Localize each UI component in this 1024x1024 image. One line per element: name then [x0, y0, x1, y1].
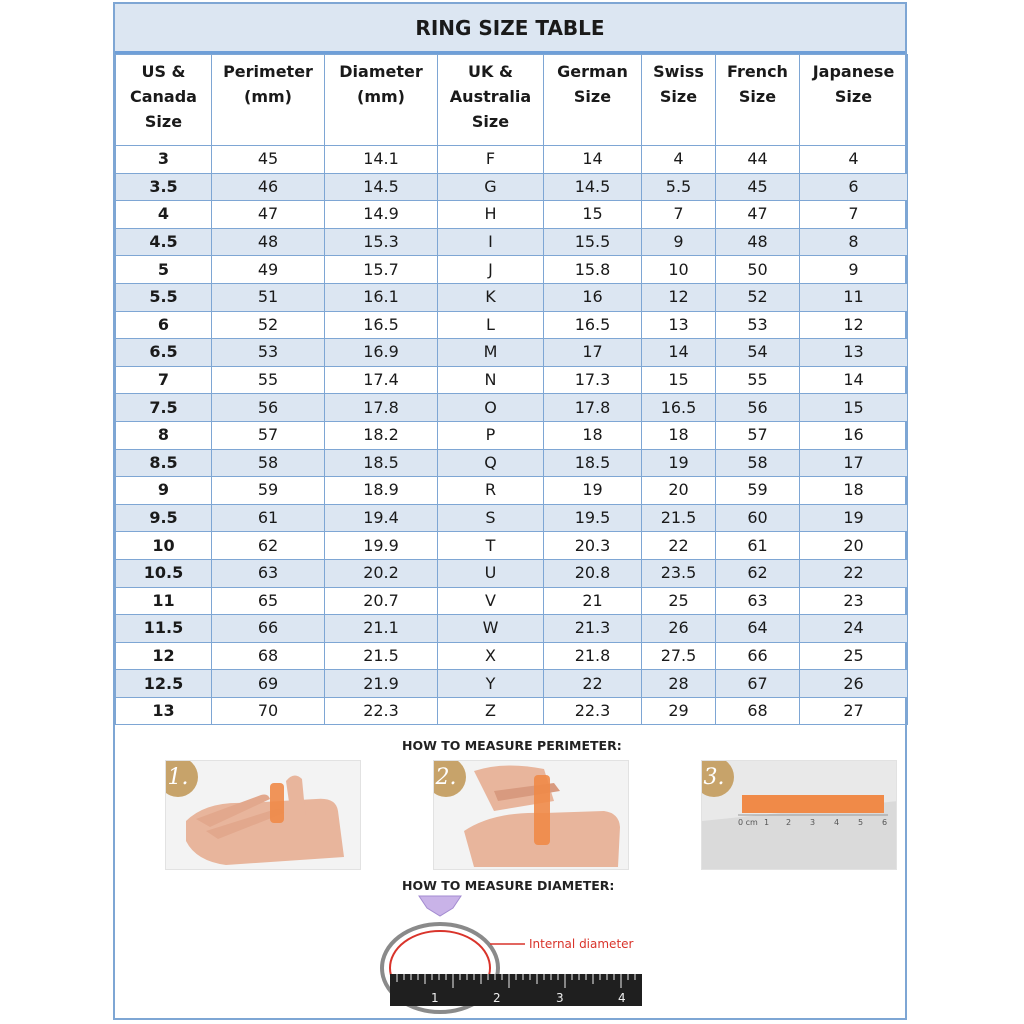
table-cell: L [438, 311, 544, 339]
column-header-line: Swiss [653, 62, 704, 81]
table-cell: 66 [212, 615, 325, 643]
table-row [116, 339, 908, 367]
step-2-photo [433, 760, 629, 870]
table-cell: 58 [716, 449, 800, 477]
table-cell: H [438, 201, 544, 229]
table-cell: 6.5 [116, 339, 212, 367]
table-row [116, 311, 908, 339]
column-header-line: (mm) [357, 87, 405, 106]
ruler-number-3: 3 [556, 991, 564, 1005]
table-cell: 13 [642, 311, 716, 339]
table-cell: 57 [212, 421, 325, 449]
tape-label-3: 3 [810, 818, 816, 827]
table-cell: 51 [212, 283, 325, 311]
table-cell: 17 [800, 449, 908, 477]
table-cell: 15 [800, 394, 908, 422]
table-cell: 59 [716, 477, 800, 505]
table-cell: 15 [642, 366, 716, 394]
column-header-line: (mm) [244, 87, 292, 106]
table-cell: 69 [212, 670, 325, 698]
table-row [116, 477, 908, 505]
ring-size-table [115, 54, 908, 725]
column-header-line: US & [141, 62, 186, 81]
table-cell: 44 [716, 146, 800, 174]
table-cell: 11.5 [116, 615, 212, 643]
column-header-line: Size [834, 87, 873, 106]
table-cell: 19.9 [325, 532, 438, 560]
table-cell: 13 [800, 339, 908, 367]
column-header-line: Size [144, 112, 183, 131]
step-2-badge: 2. [433, 760, 466, 797]
table-cell: K [438, 283, 544, 311]
table-cell: 23 [800, 587, 908, 615]
table-cell: 60 [716, 504, 800, 532]
table-cell: 5.5 [116, 283, 212, 311]
ruler-number-4: 4 [618, 991, 626, 1005]
table-cell: 22.3 [544, 697, 642, 725]
table-cell: X [438, 642, 544, 670]
table-cell: 15 [544, 201, 642, 229]
table-cell: 13 [116, 697, 212, 725]
table-cell: 20 [800, 532, 908, 560]
table-cell: 10 [642, 256, 716, 284]
column-header-line: Perimeter [223, 62, 313, 81]
table-row [116, 394, 908, 422]
table-row [116, 615, 908, 643]
table-cell: 19 [642, 449, 716, 477]
table-cell: 15.3 [325, 228, 438, 256]
table-cell: 12 [116, 642, 212, 670]
tape-label-4: 4 [834, 818, 840, 827]
table-cell: 9 [800, 256, 908, 284]
table-cell: 62 [716, 559, 800, 587]
table-cell: 53 [716, 311, 800, 339]
table-row [116, 697, 908, 725]
table-cell: 21.9 [325, 670, 438, 698]
table-cell: P [438, 421, 544, 449]
table-cell: 66 [716, 642, 800, 670]
table-cell: 55 [716, 366, 800, 394]
tape-label-2: 2 [786, 818, 792, 827]
table-cell: 9.5 [116, 504, 212, 532]
table-cell: 68 [212, 642, 325, 670]
table-row [116, 532, 908, 560]
column-header [544, 55, 642, 146]
table-cell: 22 [544, 670, 642, 698]
table-cell: 16 [800, 421, 908, 449]
column-header [716, 55, 800, 146]
table-cell: 7 [800, 201, 908, 229]
table-cell: 70 [212, 697, 325, 725]
table-row [116, 587, 908, 615]
table-cell: 3 [116, 146, 212, 174]
table-cell: 5.5 [642, 173, 716, 201]
table-cell: 49 [212, 256, 325, 284]
table-cell: 24 [800, 615, 908, 643]
table-cell: 25 [642, 587, 716, 615]
table-cell: 16.5 [544, 311, 642, 339]
table-row [116, 283, 908, 311]
table-row [116, 670, 908, 698]
column-header-line: UK & [468, 62, 513, 81]
table-cell: 15.8 [544, 256, 642, 284]
table-cell: 48 [716, 228, 800, 256]
table-row [116, 642, 908, 670]
table-cell: 61 [212, 504, 325, 532]
table-cell: 14 [800, 366, 908, 394]
column-header [438, 55, 544, 146]
table-cell: U [438, 559, 544, 587]
table-cell: M [438, 339, 544, 367]
table-cell: R [438, 477, 544, 505]
table-row [116, 449, 908, 477]
table-row [116, 173, 908, 201]
column-header [800, 55, 908, 146]
title-bar [115, 4, 905, 54]
table-cell: 63 [716, 587, 800, 615]
column-header [212, 55, 325, 146]
table-cell: 68 [716, 697, 800, 725]
table-cell: 11 [800, 283, 908, 311]
table-cell: 20 [642, 477, 716, 505]
table-cell: Z [438, 697, 544, 725]
table-cell: G [438, 173, 544, 201]
tape-label-0: 0 cm [738, 818, 758, 827]
column-header-line: Japanese [812, 62, 895, 81]
table-cell: 54 [716, 339, 800, 367]
table-cell: 56 [716, 394, 800, 422]
table-cell: I [438, 228, 544, 256]
table-cell: 20.8 [544, 559, 642, 587]
table-cell: 17.8 [544, 394, 642, 422]
table-cell: 67 [716, 670, 800, 698]
table-cell: 23.5 [642, 559, 716, 587]
table-cell: 14.9 [325, 201, 438, 229]
gemstone-icon [419, 896, 461, 916]
table-cell: 52 [212, 311, 325, 339]
table-cell: 57 [716, 421, 800, 449]
table-cell: 9 [642, 228, 716, 256]
table-cell: 27.5 [642, 642, 716, 670]
table-cell: 9 [116, 477, 212, 505]
table-cell: 47 [212, 201, 325, 229]
perimeter-heading: HOW TO MEASURE PERIMETER: [402, 738, 622, 753]
page-title: RING SIZE TABLE [415, 15, 605, 40]
table-cell: 18 [800, 477, 908, 505]
column-header-line: Diameter [339, 62, 423, 81]
ring-size-sheet [113, 2, 907, 1020]
column-header-line: Canada [130, 87, 197, 106]
table-cell: 59 [212, 477, 325, 505]
table-cell: 61 [716, 532, 800, 560]
table-cell: 8 [116, 421, 212, 449]
ruler-number-1: 1 [431, 991, 439, 1005]
column-header-line: Size [471, 112, 510, 131]
table-cell: 8.5 [116, 449, 212, 477]
table-cell: 63 [212, 559, 325, 587]
table-cell: 12 [800, 311, 908, 339]
table-cell: 14.5 [544, 173, 642, 201]
table-cell: 17.8 [325, 394, 438, 422]
diameter-heading: HOW TO MEASURE DIAMETER: [402, 878, 615, 893]
table-cell: 26 [800, 670, 908, 698]
table-cell: 22.3 [325, 697, 438, 725]
table-cell: 5 [116, 256, 212, 284]
step-3-photo [701, 760, 897, 870]
table-cell: J [438, 256, 544, 284]
table-cell: 50 [716, 256, 800, 284]
table-cell: 19 [800, 504, 908, 532]
column-header [325, 55, 438, 146]
table-cell: 20.7 [325, 587, 438, 615]
table-row [116, 146, 908, 174]
table-cell: N [438, 366, 544, 394]
table-cell: 56 [212, 394, 325, 422]
table-row [116, 421, 908, 449]
table-cell: 4 [116, 201, 212, 229]
step-3-badge: 3. [701, 760, 734, 797]
table-cell: 29 [642, 697, 716, 725]
table-cell: 20.2 [325, 559, 438, 587]
table-body [116, 146, 908, 725]
table-cell: 19.4 [325, 504, 438, 532]
table-cell: 45 [212, 146, 325, 174]
table-cell: T [438, 532, 544, 560]
table-cell: 7 [116, 366, 212, 394]
table-header-row [116, 55, 908, 146]
table-cell: 8 [800, 228, 908, 256]
column-header-line: French [727, 62, 788, 81]
table-row [116, 256, 908, 284]
table-cell: 10.5 [116, 559, 212, 587]
table-cell: 14.5 [325, 173, 438, 201]
column-header-line: Size [573, 87, 612, 106]
table-cell: 4 [642, 146, 716, 174]
table-cell: 14.1 [325, 146, 438, 174]
table-cell: 53 [212, 339, 325, 367]
table-cell: 7 [642, 201, 716, 229]
table-cell: 4 [800, 146, 908, 174]
table-row [116, 366, 908, 394]
measuring-guide [115, 722, 905, 1018]
tape-label-5: 5 [858, 818, 864, 827]
table-cell: 45 [716, 173, 800, 201]
column-header [642, 55, 716, 146]
table-cell: 21.5 [325, 642, 438, 670]
table-cell: 27 [800, 697, 908, 725]
table-cell: 17.3 [544, 366, 642, 394]
internal-diameter-label: Internal diameter [529, 937, 634, 951]
table-cell: 21 [544, 587, 642, 615]
tape-label-1: 1 [764, 818, 770, 827]
table-cell: 7.5 [116, 394, 212, 422]
column-header-line: German [557, 62, 628, 81]
column-header [116, 55, 212, 146]
table-cell: 12 [642, 283, 716, 311]
table-cell: 14 [642, 339, 716, 367]
table-cell: 16 [544, 283, 642, 311]
table-cell: 64 [716, 615, 800, 643]
table-cell: 15.5 [544, 228, 642, 256]
table-cell: 21.1 [325, 615, 438, 643]
table-cell: 19 [544, 477, 642, 505]
table-cell: 18.5 [325, 449, 438, 477]
table-row [116, 228, 908, 256]
table-cell: O [438, 394, 544, 422]
table-cell: 19.5 [544, 504, 642, 532]
table-cell: 15.7 [325, 256, 438, 284]
step-1-badge: 1. [165, 760, 198, 797]
table-cell: 18 [642, 421, 716, 449]
table-cell: 4.5 [116, 228, 212, 256]
table-cell: 17 [544, 339, 642, 367]
table-cell: 22 [642, 532, 716, 560]
table-cell: 18.2 [325, 421, 438, 449]
ruler-number-2: 2 [493, 991, 501, 1005]
table-cell: 18 [544, 421, 642, 449]
table-cell: 16.5 [325, 311, 438, 339]
table-cell: S [438, 504, 544, 532]
table-cell: 28 [642, 670, 716, 698]
table-cell: 16.5 [642, 394, 716, 422]
table-cell: 16.9 [325, 339, 438, 367]
step-1-photo [165, 760, 361, 870]
table-cell: 6 [800, 173, 908, 201]
table-cell: 6 [116, 311, 212, 339]
table-cell: 52 [716, 283, 800, 311]
table-cell: 21.3 [544, 615, 642, 643]
table-row [116, 201, 908, 229]
table-cell: 47 [716, 201, 800, 229]
table-cell: 10 [116, 532, 212, 560]
table-row [116, 559, 908, 587]
table-row [116, 504, 908, 532]
table-cell: 58 [212, 449, 325, 477]
table-cell: V [438, 587, 544, 615]
tape-label-6: 6 [882, 818, 888, 827]
table-cell: 22 [800, 559, 908, 587]
table-cell: 25 [800, 642, 908, 670]
table-cell: 17.4 [325, 366, 438, 394]
table-cell: 3.5 [116, 173, 212, 201]
table-cell: 18.5 [544, 449, 642, 477]
table-cell: 21.8 [544, 642, 642, 670]
table-cell: 21.5 [642, 504, 716, 532]
table-cell: 12.5 [116, 670, 212, 698]
table-cell: F [438, 146, 544, 174]
table-cell: 65 [212, 587, 325, 615]
table-cell: 46 [212, 173, 325, 201]
table-cell: 11 [116, 587, 212, 615]
table-cell: 48 [212, 228, 325, 256]
table-cell: 18.9 [325, 477, 438, 505]
table-cell: 55 [212, 366, 325, 394]
column-header-line: Australia [449, 87, 532, 106]
table-cell: 26 [642, 615, 716, 643]
table-cell: 14 [544, 146, 642, 174]
ring-diameter-diagram [375, 892, 675, 1014]
column-header-line: Size [659, 87, 698, 106]
table-cell: 20.3 [544, 532, 642, 560]
table-cell: W [438, 615, 544, 643]
table-cell: Y [438, 670, 544, 698]
table-cell: Q [438, 449, 544, 477]
table-cell: 16.1 [325, 283, 438, 311]
table-cell: 62 [212, 532, 325, 560]
column-header-line: Size [738, 87, 777, 106]
